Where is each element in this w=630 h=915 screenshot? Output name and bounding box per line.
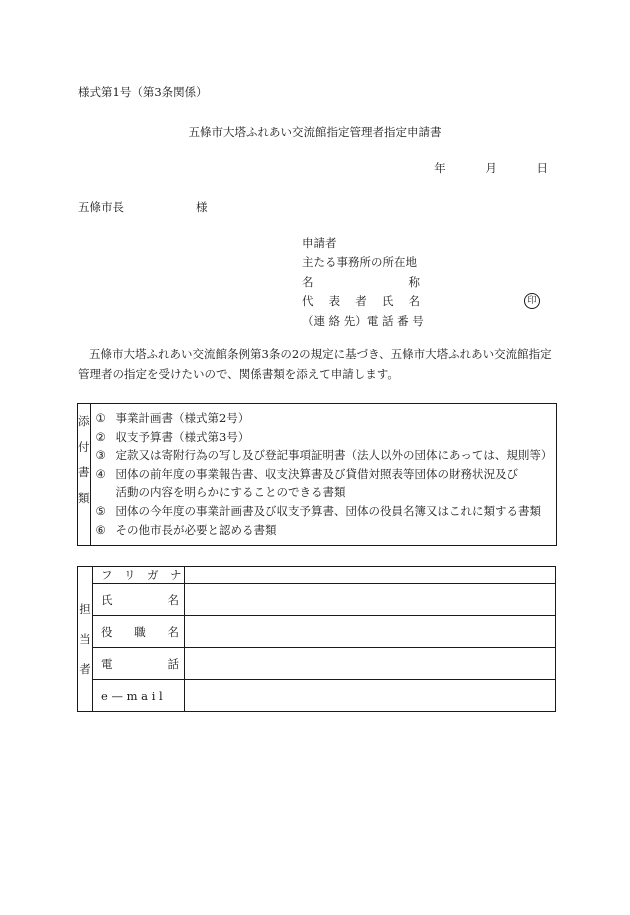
- attachment-text: 事業計画書（様式第2号）: [115, 411, 250, 425]
- contact-person-label: [78, 567, 93, 712]
- application-body-text: 五條市大塔ふれあい交流館条例第3条の2の規定に基づき、五條市大塔ふれあい交流館指定管理者の指定を受けたいので、関係書類を添えて申請します。: [78, 347, 552, 381]
- name-label-cell: [93, 584, 185, 616]
- contact-label-char-3: 者: [79, 662, 91, 676]
- position-field[interactable]: [185, 616, 556, 648]
- date-day: 日: [536, 161, 548, 175]
- attachment-item: [96, 446, 553, 465]
- contact-name-char-2: 名: [167, 592, 179, 607]
- attachments-list: [90, 404, 557, 546]
- contact-name-char-1: 氏: [101, 592, 113, 607]
- attachment-item: [96, 502, 553, 521]
- attachments-label-char-1: 添: [78, 414, 90, 428]
- attachment-num: ③: [95, 448, 106, 463]
- attachment-item: [96, 428, 553, 447]
- date-line: [398, 160, 548, 176]
- position-char-2: 職: [134, 624, 146, 639]
- attachment-item: [96, 521, 553, 540]
- attachments-label-char-3: 書: [78, 465, 90, 479]
- attachments-label-char-4: 類: [78, 490, 90, 505]
- contact-person-table: [77, 566, 556, 712]
- addressee-suffix: 様: [196, 200, 208, 214]
- applicant-block: [302, 234, 542, 331]
- attachment-num: ⑥: [95, 522, 106, 537]
- office-address-label: 主たる事務所の所在地: [302, 255, 417, 270]
- phone-field[interactable]: [185, 648, 556, 680]
- contact-phone-label: [302, 312, 542, 331]
- form-number: 様式第1号（第3条関係）: [78, 85, 208, 99]
- attachments-table: [77, 403, 557, 546]
- applicant-label: 申請者: [302, 236, 337, 250]
- name-label-char-2: 称: [408, 274, 420, 289]
- phone-number-label: 電 話 番 号: [366, 313, 424, 328]
- attachment-text: その他市長が必要と認める書類: [115, 522, 277, 537]
- date-year: 年: [434, 161, 446, 175]
- position-label-cell: [93, 616, 185, 648]
- furigana-field[interactable]: [185, 567, 556, 584]
- position-char-3: 名: [167, 624, 179, 639]
- addressee-name: 五條市長: [78, 200, 124, 214]
- email-field[interactable]: [185, 680, 556, 712]
- seal-mark: 印: [524, 293, 540, 309]
- attachments-label: [78, 404, 91, 546]
- rep-char-1: 代: [302, 294, 314, 309]
- rep-char-5: 名: [408, 294, 420, 309]
- phone-char-1: 電: [101, 656, 113, 671]
- name-field[interactable]: [185, 584, 556, 616]
- attachment-item: [96, 465, 553, 484]
- attachments-label-char-2: 付: [78, 439, 90, 454]
- rep-char-3: 者: [355, 294, 367, 309]
- attachment-num: ④: [95, 466, 106, 481]
- contact-label-char-1: 担: [79, 602, 91, 616]
- attachment-text: 定款又は寄附行為の写し及び登記事項証明書（法人以外の団体にあっては、規則等）: [115, 448, 553, 463]
- attachment-num: ⑤: [95, 503, 106, 518]
- position-char-1: 役: [101, 624, 113, 639]
- contact-prefix: （連 絡 先）: [302, 313, 367, 328]
- document-title: 五條市大塔ふれあい交流館指定管理者指定申請書: [188, 125, 442, 139]
- phone-label-cell: [93, 648, 185, 680]
- attachment-text: 団体の今年度の事業計画書及び収支予算書、団体の役員名簿又はこれに類する書類: [115, 503, 541, 518]
- attachment-num: ①: [95, 411, 106, 425]
- rep-char-2: 表: [328, 294, 341, 309]
- attachment-item: [96, 409, 553, 428]
- name-label: [302, 273, 542, 292]
- furigana-label: フ リ ガ ナ: [93, 567, 185, 584]
- contact-label-char-2: 当: [79, 632, 91, 646]
- attachment-text: 収支予算書（様式第3号）: [115, 429, 250, 444]
- email-label: e — m a i l: [93, 680, 185, 712]
- date-month: 月: [485, 161, 497, 175]
- name-label-char-1: 名: [302, 274, 314, 289]
- attachment-num: ②: [95, 429, 106, 444]
- representative-label: [302, 292, 542, 311]
- phone-char-2: 話: [167, 656, 179, 671]
- rep-char-4: 氏: [381, 294, 394, 309]
- attachment-text-continued: 活動の内容を明らかにすることのできる書類: [115, 485, 346, 500]
- attachment-text: 団体の前年度の事業報告書、収支決算書及び貸借対照表等団体の財務状況及び: [115, 466, 518, 481]
